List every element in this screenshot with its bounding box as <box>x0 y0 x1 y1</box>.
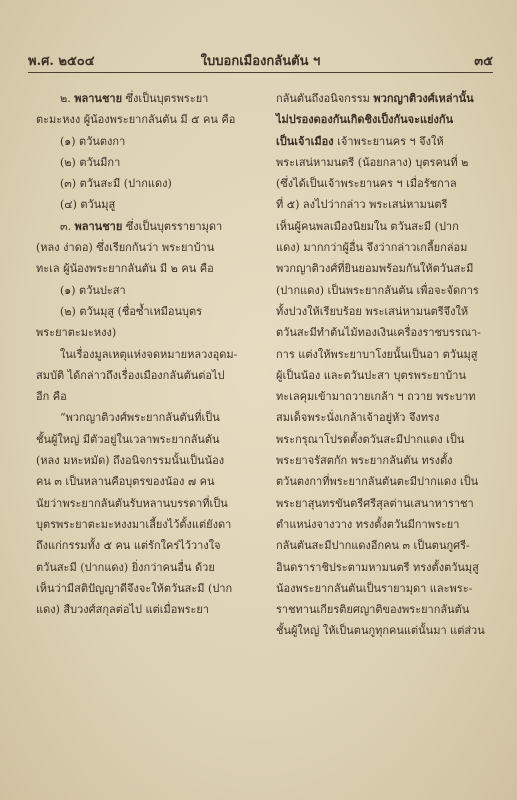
bold-phrase: เป็นเจ้าเมือง <box>276 134 334 148</box>
text-line: (๒) ตวันมีกา <box>60 155 121 169</box>
text-line: แดง) มากกว่าผู้อื่น จึงว่ากล่าวเกลี้ยกล่อม <box>276 241 468 255</box>
text-line: ชั้นผู้ใหญ่ ให้เป็นตนกูทุกคนแต่นั้นมา แต่ส่วน <box>276 624 485 638</box>
text-line: (ซึ่งได้เป็นเจ้าพระยานคร ฯ เมื่อรัชกาล <box>276 177 457 191</box>
text-line: ๓. พลานชาย ซึ่งเป็นบุตรรายามุดา <box>60 219 223 233</box>
text-line: “พวกญาติวงศ์พระยากลันตันที่เป็น <box>60 411 220 425</box>
text-line: (๑) ตวันปะสา <box>60 283 126 297</box>
text-line: (หลง ง่าดอ) ซึ่งเรียกกันว่า พระยาบ้าน <box>36 241 215 255</box>
text-line: ตะมะหงง ผู้น้องพระยากลันตัน มี ๕ คน คือ <box>36 113 236 127</box>
text-line: ในเรื่องมูลเหตุแห่งจดหมายหลวงอุดม- <box>60 347 238 361</box>
text-line: พระยาจรัสตกัก พระยากลันตัน ทรงตั้ง <box>276 454 453 468</box>
text-line: (๒) ตวันมุสู (ชื่อซ้ำเหมือนบุตร <box>60 304 203 318</box>
text-line: นัยว่าพระยากลันตันรับหลานบรรดาที่เป็น <box>36 496 228 510</box>
text-line: สมเด็จพระนั่งเกล้าเจ้าอยู่หัว จึงทรง <box>276 411 440 425</box>
text-line: แดง) สืบวงศ์สกุลต่อไป แต่เมื่อพระยา <box>36 603 210 617</box>
text-line: ผู้เป็นน้อง และตวันปะสา บุตรพระยาบ้าน <box>276 368 466 382</box>
text-line: พวกญาติวงศ์ที่ยินยอมพร้อมกันให้ตวันสะมี <box>276 262 474 276</box>
text-line: ชั้นผู้ใหญ่ มีตัวอยู่ในเวลาพระยากลันตัน <box>36 432 220 446</box>
text-line: กลันตันถึงอนิจกรรม พวกญาติวงศ์เหล่านั้น <box>276 92 474 105</box>
text-line: (ปากแดง) เป็นพระยากลันตัน เพื่อจะจัดการ <box>276 283 479 297</box>
text-line: คน ๓ เป็นหลานคือบุตรของน้อง ๗ คน <box>36 475 215 489</box>
header-title: ใบบอกเมืองกลันตัน ฯ <box>200 54 321 69</box>
text-line: (๓) ตวันสะมี (ปากแดง) <box>60 177 172 191</box>
text-line: พระยาตะมะหงง) <box>36 326 117 340</box>
text-line: พระยาสุนทรขันตรีศรีสุลต่านเสนาหาราชา <box>276 496 474 510</box>
text-line: ทะเลคุมเข้ามาถวายเกล้า ฯ ถวาย พระบาท <box>276 390 476 404</box>
bold-term: พลานชาย <box>74 92 123 105</box>
text-line: ตวันตงกาที่พระยากลันตันตะมีปากแดง เป็น <box>276 475 479 489</box>
text-line: การ แต่งให้พระยาบาโงยนั้นเป็นอา ตวันมุสู <box>276 347 478 361</box>
text-line: สมบัติ ได้กล่าวถึงเรื่องเมืองกลันตันต่อไป <box>36 368 225 382</box>
bold-phrase: พวกญาติวงศ์เหล่านั้น <box>373 92 474 105</box>
text-line: เห็นว่ามีสติปัญญาดีจึงจะให้ตวันสะมี (ปาก <box>36 581 233 595</box>
text-line: ราชทานเกียรติยศญาติของพระยากลันตัน <box>276 603 470 617</box>
text-line: (๑) ตวันตงกา <box>60 134 126 148</box>
text-line: พระเสน่หามนตรี (น้อยกลาง) บุตรคนที่ ๒ <box>276 155 469 169</box>
left-column <box>36 88 258 620</box>
page-header <box>28 50 493 72</box>
text-line: เป็นเจ้าเมือง เจ้าพระยานคร ฯ จึงให้ <box>276 134 444 148</box>
text-line: อินดราราชิประตามหามนตรี ทรงตั้งตวันมุสู <box>276 560 479 574</box>
text-line: (๔) ตวันมุสู <box>60 198 116 212</box>
text-line: ไม่ปรองดองกันเกิดชิงเป็งกันจะแย่งกัน <box>276 113 454 127</box>
text-line: ๒. พลานชาย ซึ่งเป็นบุตรพระยา <box>60 92 209 105</box>
text-line: พระกรุณาโปรดตั้งตวันสะมีปากแดง เป็น <box>276 432 465 446</box>
text-line: อีก คือ <box>36 390 67 404</box>
header-rule <box>28 72 493 73</box>
text-line: บุตรพระยาตะมะหงงมาเลี้ยงไว้ตั้งแต่ยังดา <box>36 517 232 531</box>
text-line: ตำแหน่งจางวาง ทรงตั้งตวันมีกาพระยา <box>276 517 460 531</box>
text-line: ทั้งปวงให้เรียบร้อย พระเสน่หามนตรีจึงให้ <box>276 304 469 318</box>
right-column <box>276 88 490 642</box>
text-line: (หลง มหะหมัด) ถึงอนิจกรรมนั้นเป็นน้อง <box>36 454 225 468</box>
page-number: ๓๕ <box>474 54 493 69</box>
text-line: ทะเล ผู้น้องพระยากลันตัน มี ๒ คน คือ <box>36 262 214 276</box>
text-line: ตวันสะมี (ปากแดง) ยิ่งกว่าคนอื่น ด้วย <box>36 560 215 574</box>
text-line: ที่ ๕) ลงไปว่ากล่าว พระเสน่หามนตรี <box>276 198 448 212</box>
bold-term: พลานชาย <box>74 219 123 233</box>
text-line: น้องพระยากลันตันเป็นรายามุดา และพระ- <box>276 581 473 595</box>
text-line: เห็นผู้คนพลเมืองนิยมใน ตวันสะมี (ปาก <box>276 219 459 233</box>
text-line: ถึงแก่กรรมทั้ง ๕ คน แต่รักใคร่ไว้วางใจ <box>36 539 221 553</box>
text-line: กลันตันสะมีปากแดงอีกคน ๓ เป็นตนกูศรี- <box>276 539 470 553</box>
header-year: พ.ศ. ๒๕๐๔ <box>28 54 95 69</box>
text-line: ตวันสะมีทำต้นไม้ทองเงินเครื่องราชบรรณา- <box>276 326 481 340</box>
